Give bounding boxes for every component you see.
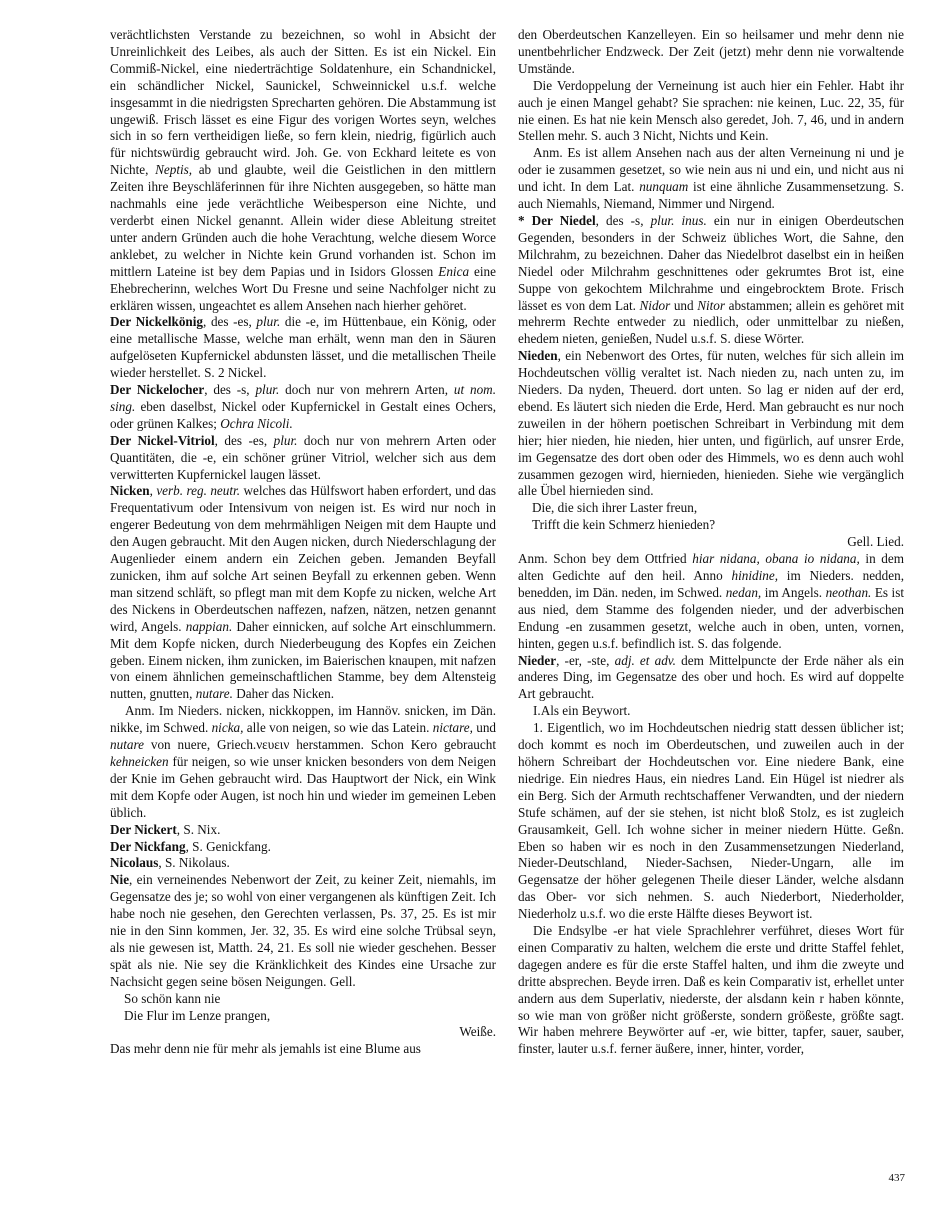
entry-headword: Der Nickert (110, 821, 177, 837)
entry-nicolaus: Nicolaus, S. Nikolaus. (110, 855, 230, 871)
verse-source: Weiße. (459, 1024, 496, 1040)
verse-line: Die, die sich ihrer Laster freun, (532, 500, 698, 516)
paragraph: 1. Eigentlich, wo im Hochdeutschen niedrig statt dessen üblicher ist; doch kommt es noch im Oberdeutschen, und zuweilen auch in der höhern Schreibart der Hochdeutschen vor. Eine niedere Bank, eine niedrige. Ein niedres Haus, ein niedres Land. Ein Hügel ist niedrer als ein Berg. Sich der Armuth rechtschaffener Verwandten, und der niedern Stufe schämen, auf der sie stehen, ist nicht bloß Stolz, es ist zugleich Grausamkeit, Gell. Ich wohne sicher in meiner niedern Hütte. Geßn. Eben so haben wir es noch in den Zusammensetzungen Niederland, Nieder-Deutschland, Nieder-Sachsen, Nieder-Ungarn, alle im Gegensatze der höher gelegenen Theile dieser Länder, welche alsdann das Ober- vor sich nehmen. S. auch Niederbort, Niederholder, Niederholz u.s.f. wo die erste Hälfte dieses Beywort ist. (518, 720, 904, 922)
entry-nickelocher: Der Nickelocher, des -s, plur. doch nur von mehrern Arten, ut nom. sing. eben daselbst, Nickel oder Kupfernickel in Gestalt eines Ochers, oder grünen Kalkes; Ochra Nicoli. (110, 382, 497, 431)
entry-nickert: Der Nickert, S. Nix. (110, 821, 221, 837)
verse-line: Trifft die kein Schmerz hienieden? (532, 517, 716, 533)
paragraph: den Oberdeutschen Kanzelleyen. Ein so heilsamer und mehr denn nie unentbehrlicher Endzweck. Der Zeit (jetzt) mehr denn nie vorwaltende Umstände. (518, 27, 904, 76)
annotation: Anm. Es ist allem Ansehen nach aus der alten Verneinung ni und je oder ie zusammen gesetzet, so wie nein aus ni und ein, und nicht aus ni und icht. In dem Lat. nunquam ist eine ähnliche Zusammensetzung. S. auch Niemahls, Niemand, Nimmer und Nirgend. (518, 145, 904, 212)
entry-headword: Nieder (518, 652, 557, 668)
entry-nickfang: Der Nickfang, S. Genickfang. (110, 838, 271, 854)
entry-headword: * Der Niedel (518, 212, 596, 228)
entry-headword: Der Nickelkönig (110, 314, 204, 330)
paragraph: verächtlichsten Verstande zu bezeichnen, so wohl in Absicht der Unreinlichkeit des Leibes, als auch der Sitten. Es ist ein Nickel. Ein Commiß-Nickel, eine niederträchtige Soldatenhure, ein Schandnickel, ein schändlicher Nickel, Saunickel, Schweinnickel u.s.f. welche insgesammt in die niedrigsten Sprecharten gehören. Die Abstammung ist ungewiß. Frisch lässet es eine Figur des vorigen Wortes seyn, welches sich in so fern vertheidigen ließe, so fern klein, niedrig, figürlich auch für nichtswürdig gebraucht wird. Joh. Ge. von Eckhard leitete es von Nichte, Neptis, ab und glaubte, weil die Geistlichen in den mittlern Zeiten ihre Beyschläferinnen für ihre Nichten ausgegeben, so hätte man nachmahls eine jede verächtliche Weibesperson eine Nichte, und verderbt einen Nickel genannt. Allein wider diese Ableitung streitet unter andern Gründen auch die hohe Verachtung, welche diesem Worce anklebet, zu welcher in Nichte kein Grund vorhanden ist. Schon im mittlern Lateine ist bey dem Papias und in Isidors Glossen Enica eine Ehebrecherinn, welches Wort Du Fresne und seine Nachfolger nicht zu erklären wissen, ungeachtet es allem Ansehen nach hierher gehöret. (110, 27, 497, 313)
entry-niedel: * Der Niedel, des -s, plur. inus. ein nur in einigen Oberdeutschen Gegenden, besonders in der Schweiz übliches Wort, die Sahne, den Milchrahm, zu bezeichnen. Daher das Niedelbrot daselbst ein in heißen Niedel oder Milchrahm geschnittenes oder gekrumtes Brot ist, eine Suppe von gekochtem Milchrahme und eingebrocktem Brote. Frisch lässet es von dem Lat. Nidor und Nitor abstammen; allein es gehöret mit mehrerm Rechte entweder zu niedlich, oder unmittelbar zu nießen, ehedem nieten, genießen, Nudel u.s.f. S. diese Wörter. (518, 212, 905, 347)
section-heading: I.Als ein Beywort. (533, 703, 631, 719)
paragraph: Das mehr denn nie für mehr als jemahls ist eine Blume aus (110, 1041, 421, 1057)
entry-nieder: Nieder, -er, -ste, adj. et adv. dem Mittelpuncte der Erde näher als ein anderes Ding, im Gegensatze des ober und hoch. Es wird auf doppelte Art gebraucht. (518, 652, 904, 702)
paragraph: Die Verdoppelung der Verneinung ist auch hier ein Fehler. Habt ihr auch je einen Mangel gehabt? Sie sprachen: nie keinen, Luc. 22, 35, für nie einen. Es hat nie kein Mensch also geredet, Joh. 7, 46, und in andern Stellen mehr. S. auch 3 Nicht, Nichts und Kein. (518, 77, 904, 144)
entry-nicken: Nicken, verb. reg. neutr. welches das Hülfswort haben erfordert, und das Frequentativum oder Intensivum von neigen ist. Es wird nur noch in engerer Bedeutung von dem mehrmähligen Neigen mit dem Haupte und den Augen gebraucht. Mit den Augen nicken, durch Niederschlagung der Augenlieder einem andern ein Zeichen geben. Jemanden Beyfall zunicken, ihm auf solche Art seinen Beyfall zu erkennen geben. Wenn man sitzend schläft, so pflegt man mit dem Kopfe zu nicken, welche Art des Nickens in Oberdeutschen naffezen, nafzen, nätzen, netzen genannt wird, Angels. nappian. Daher einnicken, auf solche Art einschlummern. Mit dem Kopfe nicken, durch Niederbeugung des Kopfes ein Zeichen geben. Einem nicken, ihm zunicken, im Baierischen knaupen, mit nafzen von einem ähnlichen gemeinschaftlichen Stamme, bey dem Altensteig nutten, gnutten, nutare. Daher das Nicken. (110, 483, 496, 702)
entry-headword: Nicken (110, 483, 150, 499)
annotation: Anm. Im Nieders. nicken, nickkoppen, im Hannöv. snicken, im Dän. nikke, im Schwed. nicka, alle von neigen, so wie das Latein. nictare, und nutare von nuere, Griech.νευειν herstammen. Schon Kero gebraucht kehneicken für neigen, so wie unser knicken besonders von dem Neigen der Knie im Gehen gebraucht wird. Das Hauptwort der Nick, ein Wink mit dem Kopfe oder Augen, ist noch hin und wieder im gemeinen Leben üblich. (110, 703, 497, 820)
entry-headword: Nicolaus (110, 855, 159, 871)
entry-headword: Der Nickelocher (110, 382, 205, 398)
entry-headword: Der Nickel-Vitriol (110, 432, 215, 448)
entry-headword: Der Nickfang (110, 838, 186, 854)
verse-source: Gell. Lied. (847, 534, 904, 550)
left-column (110, 27, 496, 1058)
entry-nickelkoenig: Der Nickelkönig, des -es, plur. die -e, im Hüttenbaue, ein König, oder eine metallische Masse, welche man erhält, wenn man den in Säuren aufgelöseten Kupfernickel abdunsten lässet, und die metallischen Theile wieder herstellet. S. 2 Nickel. (110, 314, 497, 381)
paragraph: Die Endsylbe -er hat viele Sprachlehrer verführet, dieses Wort für einen Comparativ zu halten, welchem die erste und dritte Staffel fehlet, dagegen andere es für die erste Staffel halten, und ihm die zweyte und dritte absprechen. Beyde irren. Daß es kein Comparativ ist, erhellet unter andern aus dem Superlativ, niederste, der alsdann kein r haben könnte, so wie man von größer nicht größerste, sondern größeste, größte sagt. Wir haben mehrere Beywörter auf -er, wie bitter, tapfer, sauer, sauber, finster, lauter u.s.f. ferner äußere, inner, hinter, vorder, (518, 923, 904, 1057)
annotation: Anm. Schon bey dem Ottfried hiar nidana, obana io nidana, in dem alten Gedichte auf den heil. Anno hinidine, im Nieders. nedden, benedden, im Dän. neden, im Schwed. nedan, im Angels. neothan. Es ist aus nied, dem Stamme des folgenden nieder, und der adverbischen Endung -en zusammen gesetzt, welche auch in oben, unten, vornen, hinten, gegen u.s.f. befindlich ist. S. das folgende. (518, 551, 904, 651)
entry-headword: Nie (110, 872, 130, 888)
verse-line: So schön kann nie (124, 990, 221, 1006)
entry-headword: Nieden (518, 348, 558, 364)
entry-nieden: Nieden, ein Nebenwort des Ortes, für nuten, welches für sich allein im Hochdeutschen völlig veraltet ist. Nach nieden zu, nach unten zu, im Nieders. Da nyden, Theuerd. dort unten. So lag er niden auf der erd, ebend. Es läutert sich nieden die Erde, Herd. Man gebraucht es nur noch zuweilen in der höhern poetischen Schreibart in Verbindung mit dem hier; hier nieden, hie nieden, hier unten, und figürlich, auf unsrer Erde, im Gegensatze des dort oben oder des Himmels, wo es denn auch wohl zusammen gezogen wird, hiernieden, hienieden. Siehe wie vergänglich alle Übel hiernieden sind. (518, 348, 904, 499)
entry-nie: Nie, ein verneinendes Nebenwort der Zeit, zu keiner Zeit, niemahls, im Gegensatze des je; so wohl von einer vergangenen als künftigen Zeit. Ich habe noch nie gesehen, den Gerechten verlassen, Ps. 37, 25. Es ist mir nie in den Sinn kommen, Jer. 32, 35. Es wird eine solche Trübsal seyn, als nie gewesen ist, Matth. 24, 21. Es soll nie wieder geschehen. Besser spät als nie. Nie sey die Kränklichkeit des Kindes eine Ursache zur Nachsicht gegen seine bösen Neigungen. Gell. (110, 872, 496, 989)
page-number: 437 (888, 1172, 905, 1184)
verse-line: Die Flur im Lenze prangen, (124, 1007, 271, 1023)
entry-nickel-vitriol: Der Nickel-Vitriol, des -es, plur. doch nur von mehrern Arten oder Quantitäten, die -e, ein schöner grüner Vitriol, welcher sich aus dem verwitterten Kupfernickel laugen lässet. (110, 432, 496, 482)
right-column (518, 27, 904, 1058)
